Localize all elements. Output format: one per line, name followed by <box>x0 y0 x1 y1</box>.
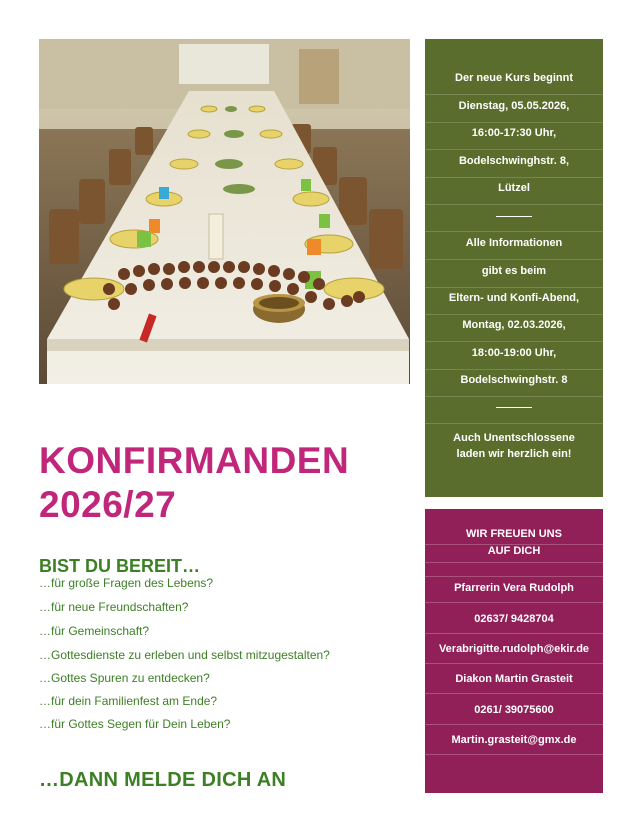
question-item: …Gottes Spuren zu entdecken? <box>39 671 210 685</box>
row-divider <box>425 122 603 123</box>
info-line: Auch Unentschlossene <box>453 432 575 444</box>
contact-line: WIR FREUEN UNS <box>466 528 562 540</box>
question-item: …für dein Familienfest am Ende? <box>39 694 218 708</box>
info-line: laden wir herzlich ein! <box>456 448 572 460</box>
section-heading: BIST DU BEREIT… <box>39 556 201 576</box>
separator-dash <box>496 407 532 408</box>
question-item: …für große Fragen des Lebens? <box>39 576 214 590</box>
row-divider <box>425 562 603 563</box>
contact-link[interactable]: Martin.grasteit@gmx.de <box>451 734 577 746</box>
row-divider <box>425 576 603 577</box>
info-line: Montag, 02.03.2026, <box>462 319 566 331</box>
page-title: KONFIRMANDEN <box>39 440 350 481</box>
row-divider <box>425 423 603 424</box>
contact-line: Pfarrerin Vera Rudolph <box>454 582 574 594</box>
row-divider <box>425 724 603 725</box>
info-line: 18:00-19:00 Uhr, <box>471 347 557 359</box>
row-divider <box>425 602 603 603</box>
row-divider <box>425 177 603 178</box>
contact-link[interactable]: Verabrigitte.rudolph@ekir.de <box>438 643 590 655</box>
question-item: …für Gottes Segen für Dein Leben? <box>39 717 231 731</box>
contact-line: 02637/ 9428704 <box>474 613 554 625</box>
contact-line: AUF DICH <box>487 545 541 557</box>
info-line: Bodelschwinghstr. 8, <box>458 155 570 167</box>
contact-box <box>425 509 603 793</box>
row-divider <box>425 663 603 664</box>
row-divider <box>425 149 603 150</box>
table-photo <box>39 39 410 384</box>
row-divider <box>425 314 603 315</box>
call-to-action: …DANN MELDE DICH AN <box>39 769 287 791</box>
row-divider <box>425 287 603 288</box>
info-line: Alle Informationen <box>465 237 563 249</box>
info-line: Der neue Kurs beginnt <box>455 72 573 84</box>
table-photo-illustration <box>39 39 410 384</box>
row-divider <box>425 204 603 205</box>
row-divider <box>425 754 603 755</box>
info-line: Eltern- und Konfi-Abend, <box>448 292 580 304</box>
row-divider <box>425 259 603 260</box>
contact-line: 0261/ 39075600 <box>474 704 554 716</box>
contact-line: Diakon Martin Grasteit <box>455 673 573 685</box>
info-line: Lützel <box>498 182 530 194</box>
info-line: 16:00-17:30 Uhr, <box>471 127 557 139</box>
info-line: Dienstag, 05.05.2026, <box>458 100 570 112</box>
question-item: …Gottesdienste zu erleben und selbst mitzugestalten? <box>39 648 330 662</box>
row-divider <box>425 633 603 634</box>
row-divider <box>425 693 603 694</box>
row-divider <box>425 369 603 370</box>
question-item: …für neue Freundschaften? <box>39 600 189 614</box>
question-item: …für Gemeinschaft? <box>39 624 150 638</box>
row-divider <box>425 341 603 342</box>
row-divider <box>425 231 603 232</box>
page-title-year: 2026/27 <box>39 484 177 525</box>
info-line: Bodelschwinghstr. 8 <box>460 374 568 386</box>
separator-dash <box>496 216 532 217</box>
info-line: gibt es beim <box>481 265 547 277</box>
course-info-box <box>425 39 603 497</box>
row-divider <box>425 396 603 397</box>
row-divider <box>425 94 603 95</box>
